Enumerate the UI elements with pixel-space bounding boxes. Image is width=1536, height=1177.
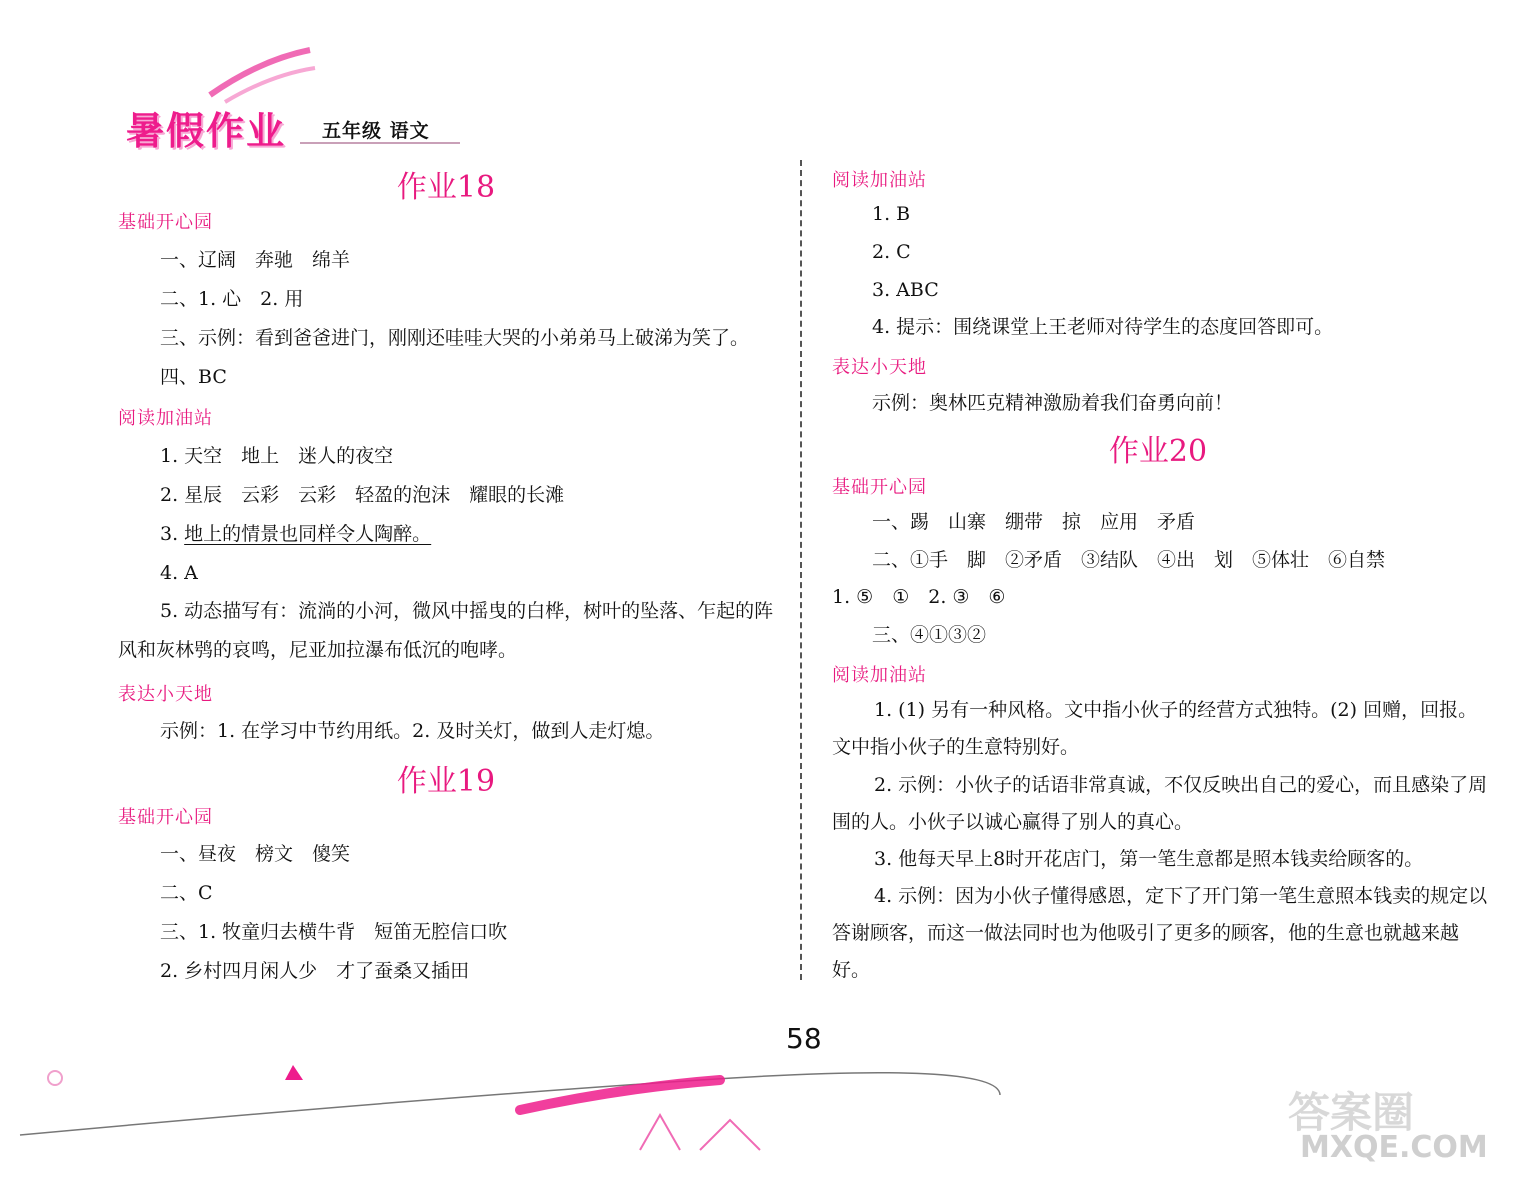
subheading-expression: 表达小天地 (832, 357, 927, 378)
answer-line: 3. ABC (872, 279, 939, 301)
answer-line: 一、踢 山寨 绷带 掠 应用 矛盾 (872, 511, 1196, 533)
answer-line: 示例：1. 在学习中节约用纸。2. 及时关灯，做到人走灯熄。 (160, 720, 665, 742)
logo-title: 暑假作业 (126, 109, 287, 153)
subheading-reading: 阅读加油站 (832, 170, 927, 191)
answer-paragraph: 5. 动态描写有：流淌的小河，微风中摇曳的白桦，树叶的坠落、乍起的阵风和灰林鸮的哀鸣，尼亚加拉瀑布低沉的咆哮。 (118, 600, 774, 661)
answer-line: 一、昼夜 榜文 傻笑 (160, 843, 351, 865)
subheading-reading: 阅读加油站 (832, 665, 927, 686)
answer-line: 1. B (872, 203, 911, 225)
subheading-basics: 基础开心园 (118, 212, 213, 233)
grade-subject-label: 五年级 语文 (322, 120, 430, 142)
answer-line: 4. A (160, 562, 198, 584)
answer-line: 二、1. 心 2. 用 (160, 288, 304, 310)
answer-paragraph: 3. 他每天早上8时开花店门，第一笔生意都是照本钱卖给顾客的。 (874, 848, 1424, 870)
watermark-url: MXQE.COM (1300, 1130, 1488, 1165)
subheading-basics: 基础开心园 (118, 807, 213, 828)
answer-line: 四、BC (160, 366, 227, 388)
subheading-reading: 阅读加油站 (118, 408, 213, 429)
homework-19-title: 作业19 (396, 764, 496, 799)
answer-line: 一、辽阔 奔驰 绵羊 (160, 249, 351, 271)
header-rule (300, 142, 460, 144)
answer-line: 2. 星辰 云彩 云彩 轻盈的泡沫 耀眼的长滩 (160, 484, 565, 506)
answer-line: 4. 提示：围绕课堂上王老师对待学生的态度回答即可。 (872, 316, 1334, 338)
column-divider (800, 160, 802, 980)
watermark-logo: 答案圈 (1288, 1088, 1415, 1137)
subheading-basics: 基础开心园 (832, 477, 927, 498)
answer-paragraph: 4. 示例：因为小伙子懂得感恩，定下了开门第一笔生意照本钱卖的规定以答谢顾客，而这一做法同时也为他吸引了更多的顾客，他的生意也就越来越好。 (832, 885, 1488, 981)
answer-paragraph: 2. 示例：小伙子的话语非常真诚，不仅反映出自己的爱心，而且感染了周围的人。小伙子以诚心赢得了别人的真心。 (832, 774, 1488, 833)
answer-line: 示例：奥林匹克精神激励着我们奋勇向前！ (872, 392, 1234, 414)
answer-paragraph: 1. (1) 另有一种风格。文中指小伙子的经营方式独特。(2) 回赠，回报。文中指小伙子的生意特别好。 (832, 699, 1478, 758)
homework-20-title: 作业20 (1108, 434, 1208, 469)
answer-line: 1. 天空 地上 迷人的夜空 (160, 445, 394, 467)
answer-line: 三、1. 牧童归去横牛背 短笛无腔信口吹 (160, 921, 508, 943)
answer-line: 二、C (160, 882, 213, 904)
answer-line: 2. C (872, 241, 911, 263)
subheading-expression: 表达小天地 (118, 684, 213, 705)
homework-18-title: 作业18 (396, 170, 496, 205)
answer-line (160, 522, 431, 546)
answer-line: 1. ⑤ ① 2. ③ ⑥ (832, 586, 1006, 608)
page-number: 58 (786, 1022, 822, 1055)
answer-line: 2. 乡村四月闲人少 才了蚕桑又插田 (160, 960, 470, 982)
answer-line: 二、①手 脚 ②矛盾 ③结队 ④出 划 ⑤体壮 ⑥自禁 (872, 549, 1386, 571)
answer-line: 三、④①③② (872, 624, 987, 646)
underlined-answer: 地上的情景也同样令人陶醉。 (184, 523, 432, 545)
answer-prefix: 3. (160, 523, 185, 545)
answer-line: 三、示例：看到爸爸进门，刚刚还哇哇大哭的小弟弟马上破涕为笑了。 (160, 327, 750, 349)
